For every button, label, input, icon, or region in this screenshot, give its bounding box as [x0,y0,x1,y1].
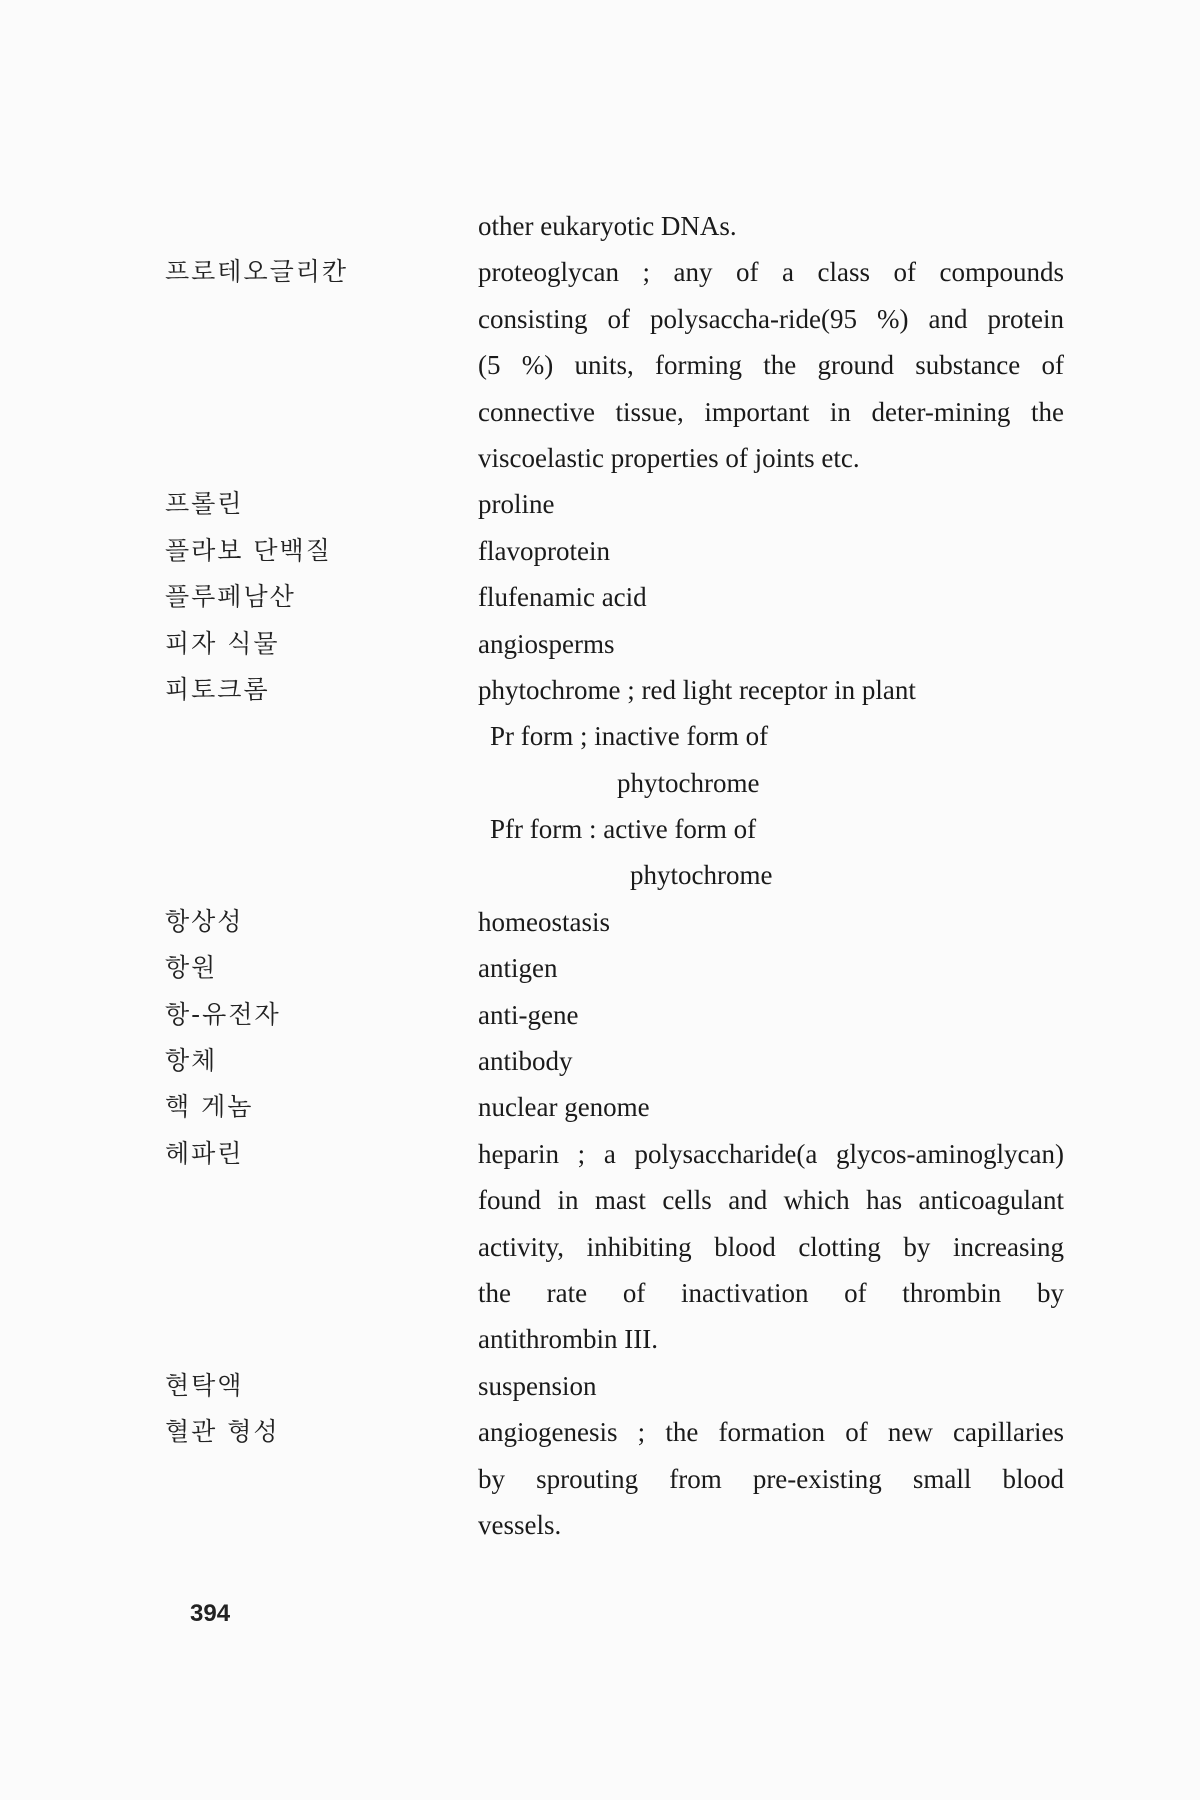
english-definition: the rate of inactivation of thrombin by [478,1277,1064,1308]
glossary-line [0,435,1200,481]
english-definition: Pr form ; inactive form of [490,721,769,752]
korean-term: 피토크롬 [165,674,270,704]
glossary-line [0,852,1200,898]
korean-term: 핵 게놈 [165,1092,254,1122]
korean-term: 플라보 단백질 [165,535,332,565]
english-definition: suspension [478,1370,597,1401]
english-definition: phytochrome ; red light receptor in plant [478,674,916,705]
page-number: 394 [190,1600,231,1627]
glossary-line [0,806,1200,852]
korean-term: 프롤린 [165,489,244,519]
english-definition: phytochrome [617,767,760,798]
korean-term: 항상성 [165,906,244,936]
korean-term: 현탁액 [165,1370,244,1400]
glossary-line [0,249,1200,295]
korean-term: 항원 [165,953,218,983]
glossary-line [0,1131,1200,1177]
glossary-line [0,945,1200,991]
korean-term: 피자 식물 [165,628,280,658]
glossary-line [0,1502,1200,1548]
english-definition: phytochrome [630,860,773,891]
glossary-line [0,667,1200,713]
english-definition: other eukaryotic DNAs. [478,211,737,241]
glossary-line [0,574,1200,620]
korean-term: 헤파린 [165,1138,244,1168]
glossary-line [0,899,1200,945]
glossary-line [0,621,1200,667]
glossary-list [0,203,1200,1548]
english-definition: angiogenesis ; the formation of new capillaries [478,1417,1064,1448]
glossary-line [0,528,1200,574]
glossary-line [0,1270,1200,1316]
english-definition: angiosperms [478,628,615,659]
english-definition: viscoelastic properties of joints etc. [478,442,860,473]
glossary-line [0,760,1200,806]
glossary-line [0,389,1200,435]
glossary-line [0,481,1200,527]
english-definition: vessels. [478,1509,562,1540]
english-definition: proteoglycan ; any of a class of compounds [478,257,1064,288]
english-definition: flufenamic acid [478,582,647,613]
english-definition: heparin ; a polysaccharide(a glycos-aminoglycan) [478,1138,1064,1169]
english-definition: antigen [478,953,558,984]
english-definition: flavoprotein [478,535,610,566]
glossary-line [0,342,1200,388]
english-definition: found in mast cells and which has anticoagulant [478,1185,1064,1216]
glossary-line [0,992,1200,1038]
english-definition: consisting of polysaccha-ride(95 %) and protein [478,303,1064,334]
english-definition: antithrombin III. [478,1324,658,1355]
korean-term: 항체 [165,1046,218,1076]
english-definition: homeostasis [478,906,610,937]
korean-term: 플루페남산 [165,582,296,612]
english-definition: Pfr form : active form of [490,814,757,845]
korean-term: 프로테오글리칸 [165,257,349,287]
glossary-line [0,1409,1200,1455]
glossary-line [0,713,1200,759]
english-definition: (5 %) units, forming the ground substance of [478,350,1064,381]
glossary-line [0,1177,1200,1223]
glossary-line [0,1038,1200,1084]
glossary-line [0,296,1200,342]
glossary-line [0,1363,1200,1409]
glossary-line [0,203,1200,249]
english-definition: connective tissue, important in deter-mining the [478,396,1064,427]
korean-term: 혈관 형성 [165,1417,280,1447]
glossary-line [0,1316,1200,1362]
glossary-line [0,1456,1200,1502]
glossary-line [0,1224,1200,1270]
english-definition: by sprouting from pre-existing small blood [478,1463,1064,1494]
english-definition: proline [478,489,555,520]
glossary-line [0,1084,1200,1130]
english-definition: anti-gene [478,999,579,1030]
english-definition: nuclear genome [478,1092,650,1123]
english-definition: activity, inhibiting blood clotting by increasing [478,1231,1064,1262]
english-definition: antibody [478,1046,573,1077]
korean-term: 항-유전자 [165,999,281,1029]
